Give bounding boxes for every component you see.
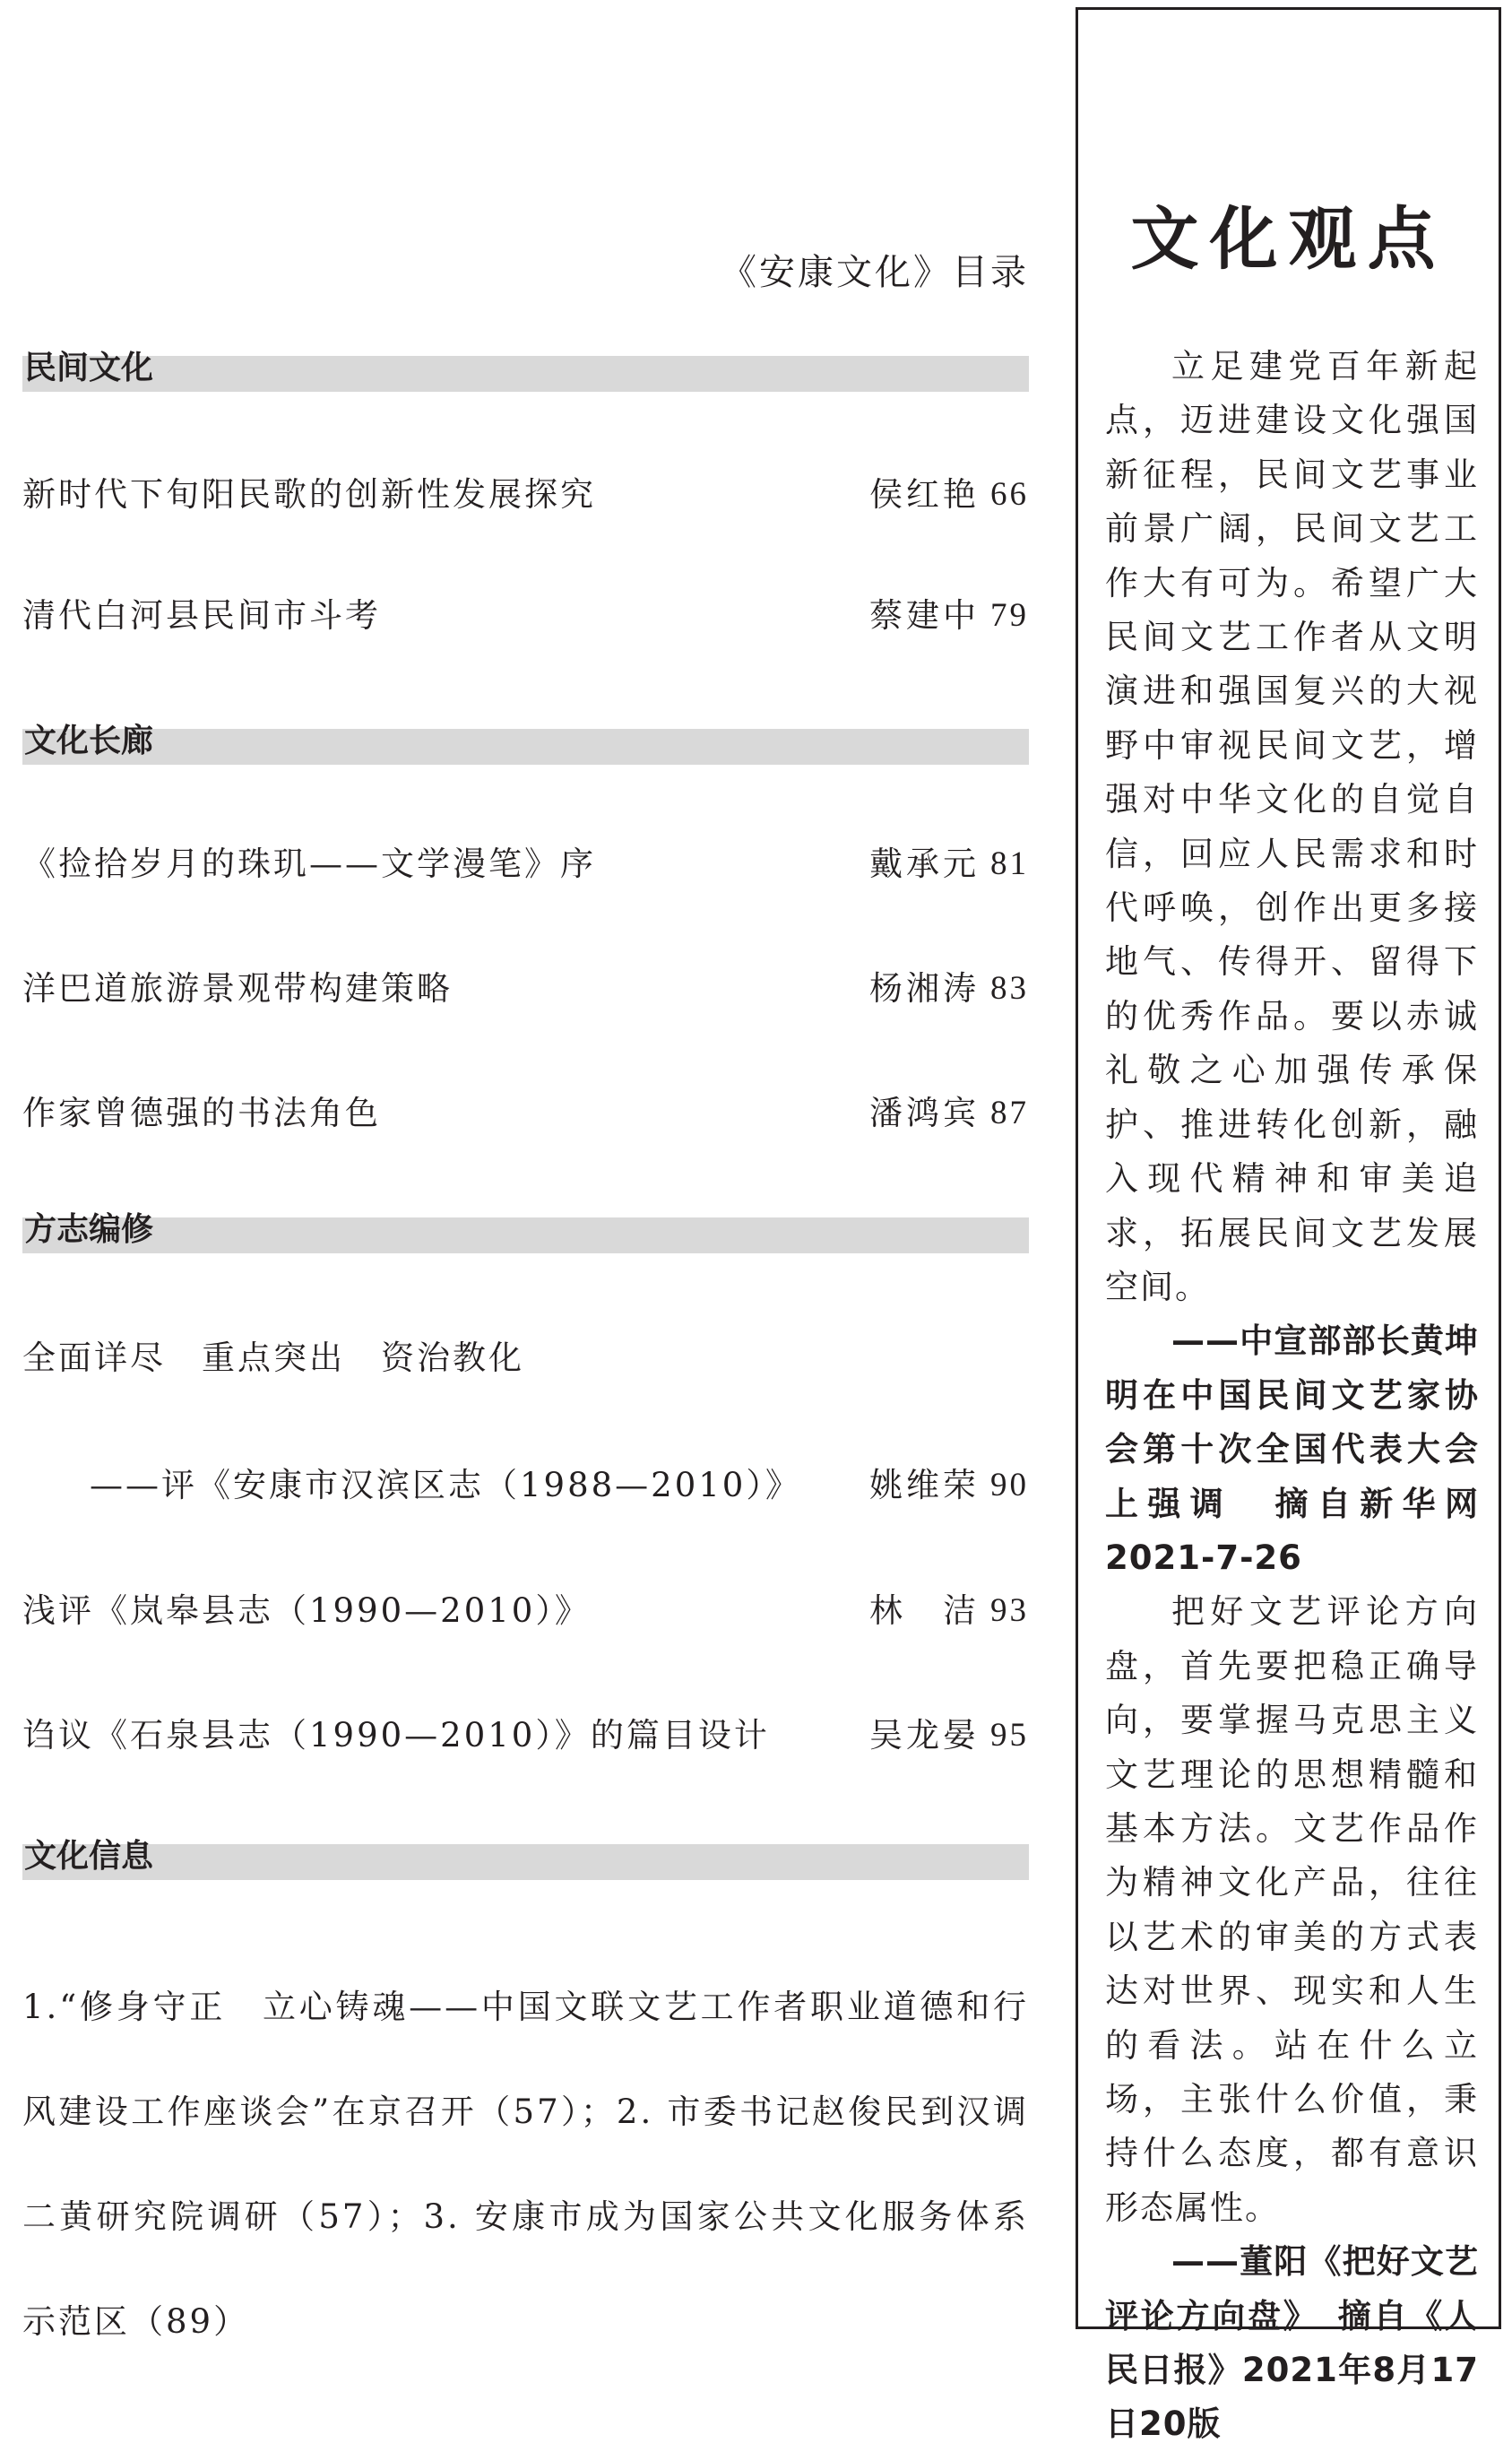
entry-author: 戴承元 — [869, 845, 980, 883]
entry-author: 杨湘涛 — [869, 969, 980, 1008]
entry-author: 吴龙晏 — [869, 1716, 980, 1755]
entry-author: 潘鸿宾 — [869, 1094, 980, 1132]
toc-entry[interactable] — [22, 1463, 1029, 1508]
toc-entry[interactable] — [22, 1336, 1029, 1381]
entry-title: 诌议《石泉县志（1990—2010）》的篇目设计 — [22, 1716, 770, 1755]
toc-entry[interactable] — [22, 1713, 1029, 1758]
toc-entry[interactable] — [22, 842, 1029, 887]
entry-page: 93 — [990, 1592, 1029, 1629]
entry-title: 《捡拾岁月的珠玑——文学漫笔》序 — [22, 845, 596, 883]
quote-source: ——中宣部部长黄坤明在中国民间文艺家协会第十次全国代表大会上强调 摘自新华网2021-7-26 — [1105, 1321, 1479, 1577]
section-header-label: 方志编修 — [24, 1211, 154, 1248]
section-header-label: 民间文化 — [24, 350, 154, 386]
toc-title: 《安康文化》目录 — [721, 252, 1029, 293]
entry-title: 全面详尽 重点突出 资治教化 — [22, 1339, 524, 1377]
entry-title: 清代白河县民间市斗考 — [22, 596, 381, 635]
entry-page: 90 — [990, 1467, 1029, 1503]
entry-author: 林 洁 — [869, 1591, 980, 1630]
sidebar-heading: 文化观点 — [1130, 199, 1447, 279]
section-header — [22, 723, 1029, 765]
sidebar-body — [1105, 340, 1479, 2452]
section-header-label: 文化长廊 — [24, 723, 154, 759]
quote-source: ——董阳《把好文艺评论方向盘》 摘自《人民日报》2021年8月17日20版 — [1105, 2242, 1479, 2444]
entry-title: 新时代下旬阳民歌的创新性发展探究 — [22, 475, 596, 514]
entry-author: 姚维荣 — [869, 1466, 980, 1504]
entry-page: 66 — [990, 476, 1029, 513]
toc-entry[interactable] — [22, 1091, 1029, 1136]
toc-entry[interactable] — [22, 1589, 1029, 1633]
toc-entry[interactable] — [22, 966, 1029, 1011]
entry-author: 蔡建中 — [869, 596, 980, 635]
toc-entry[interactable] — [22, 472, 1029, 517]
entry-title: 作家曾德强的书法角色 — [22, 1094, 381, 1132]
entry-title: 浅评《岚皋县志（1990—2010）》 — [22, 1591, 591, 1630]
entry-title: 洋巴道旅游景观带构建策略 — [22, 969, 453, 1008]
entry-page: 87 — [990, 1095, 1029, 1131]
section-header — [22, 1838, 1029, 1880]
toc-entry[interactable] — [22, 594, 1029, 638]
quote-text: 立足建党百年新起点，迈进建设文化强国新征程，民间文艺事业前景广阔，民间文艺工作大有可为。希望广大民间文艺工作者从文明演进和强国复兴的大视野中审视民间文艺，增强对中华文化的自觉自信，回应人民需求和时代呼唤，创作出更多接地气、传得开、留得下的优秀作品。要以赤诚礼敬之心加强传承保护、推进转化创新，融入现代精神和审美追求，拓展民间文艺发展空间。 — [1105, 347, 1479, 1306]
section-header — [22, 350, 1029, 392]
section-header-label: 文化信息 — [24, 1838, 154, 1875]
quote-text: 把好文艺评论方向盘，首先要把稳正确导向，要掌握马克思主义文艺理论的思想精髓和基本方法。文艺作品作为精神文化产品，往往以艺术的审美的方式表达对世界、现实和人生的看法。站在什么立场，主张什么价值，秉持什么态度，都有意识形态属性。 — [1105, 1592, 1479, 2227]
entry-page: 81 — [990, 845, 1029, 882]
entry-page: 79 — [990, 597, 1029, 634]
entry-page: 95 — [990, 1717, 1029, 1754]
section-header — [22, 1211, 1029, 1253]
entry-page: 83 — [990, 970, 1029, 1007]
entry-subtitle: ——评《安康市汉滨区志（1988—2010）》 — [90, 1466, 801, 1504]
news-paragraph: 1.“修身守正 立心铸魂——中国文联文艺工作者职业道德和行风建设工作座谈会”在京召开（57）；2. 市委书记赵俊民到汉调二黄研究院调研（57）；3. 安康市成为国家公共文化服务体系示范区（89） — [22, 1988, 1029, 2341]
entry-author: 侯红艳 — [869, 475, 980, 514]
sidebar-box — [1076, 7, 1501, 2444]
